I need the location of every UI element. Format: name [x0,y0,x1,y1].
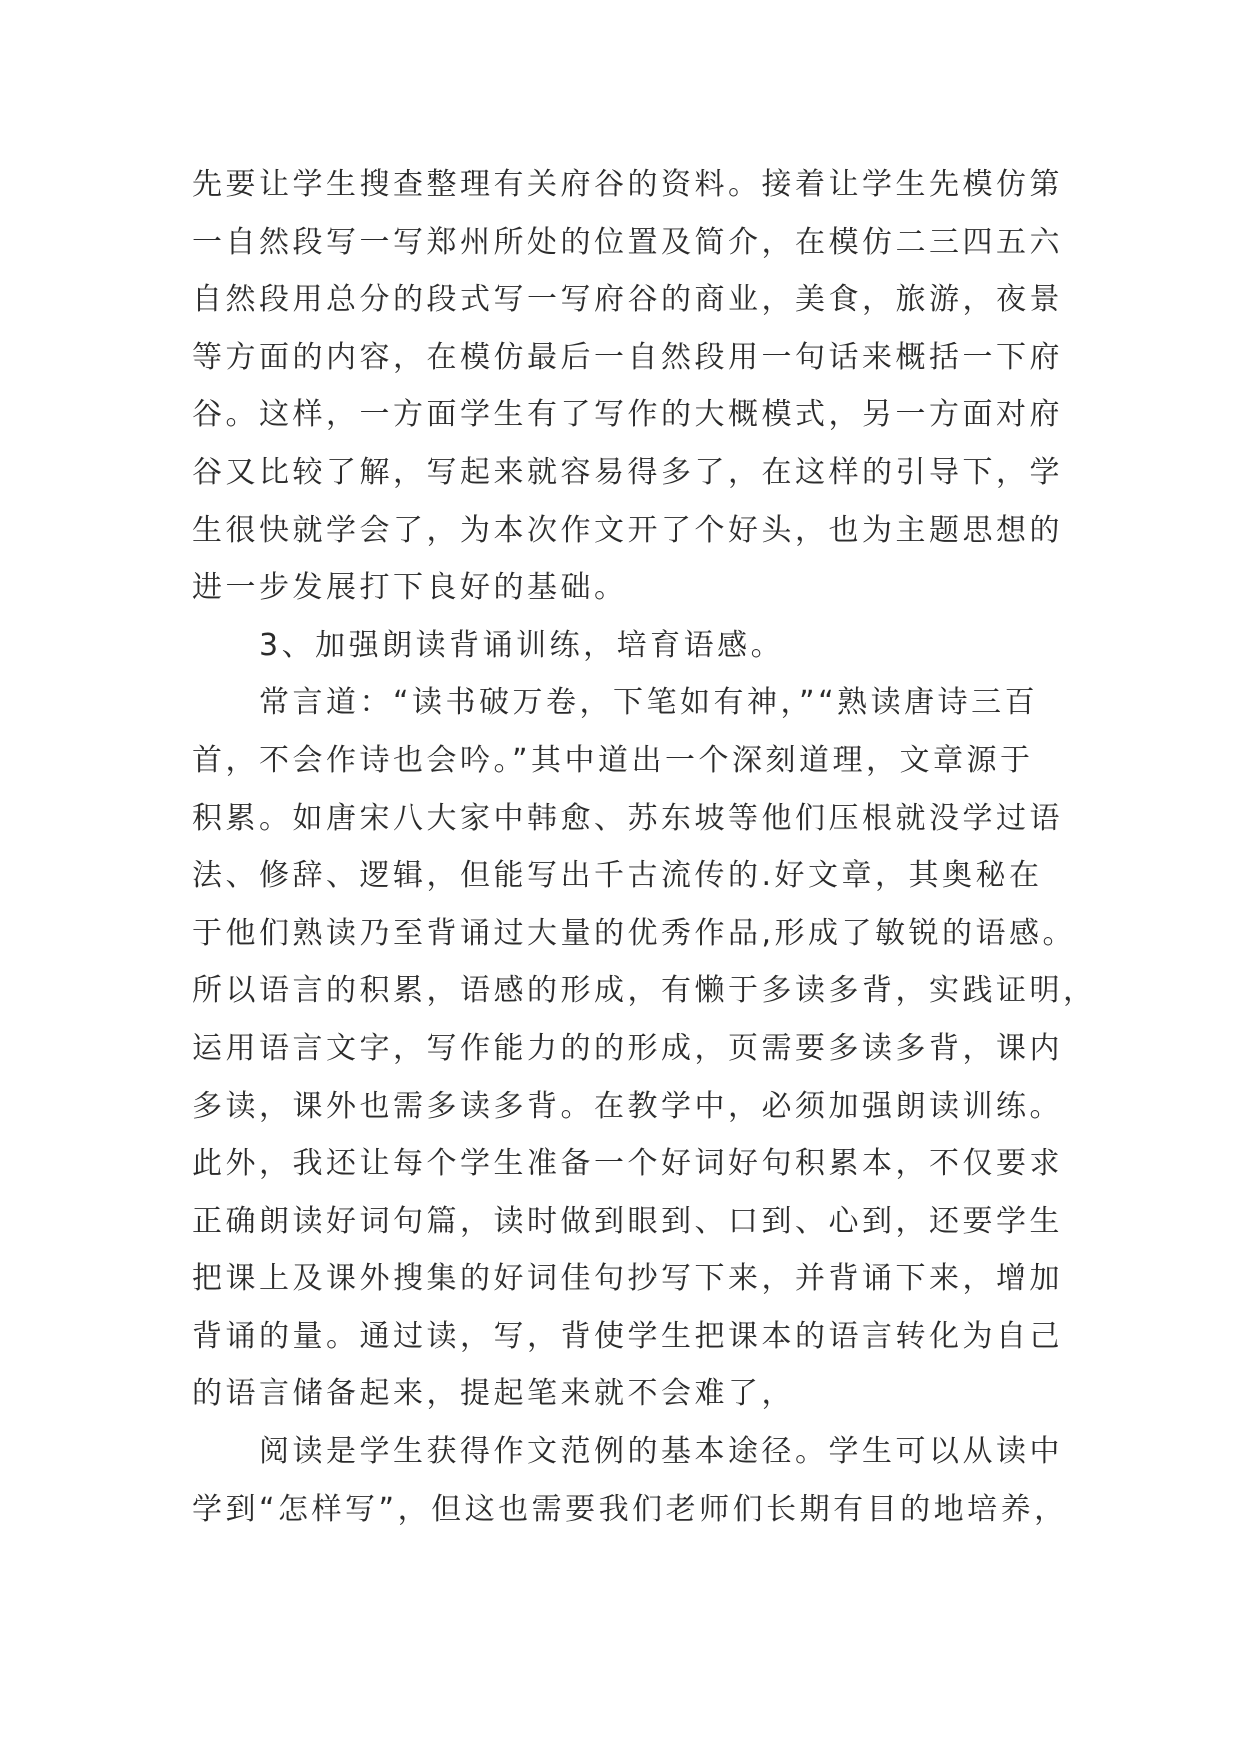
text-line-13: 法、修辞、逻辑，但能写出千古流传的.好文章，其奥秘在 [192,858,1043,894]
text-line-2: 一自然段写一写郑州所处的位置及简介，在模仿二三四五六 [192,224,1063,260]
text-line-19: 正确朗读好词句篇，读时做到眼到、口到、心到，还要学生 [192,1203,1063,1239]
text-line-22: 的语言储备起来，提起笔来就不会难了， [192,1376,795,1412]
text-line-4: 等方面的内容，在模仿最后一自然段用一句话来概括一下府 [192,339,1063,375]
body-text [192,156,1097,1538]
text-line-8: 进一步发展打下良好的基础。 [192,570,628,606]
text-line-24: 学到“怎样写”，但这也需要我们老师们长期有目的地培养， [192,1491,1068,1527]
text-line-10: 常言道：“读书破万卷，下笔如有神，”“熟读唐诗三百 [192,685,1039,721]
text-line-20: 把课上及课外搜集的好词佳句抄写下来，并背诵下来，增加 [192,1261,1063,1297]
text-line-18: 此外，我还让每个学生准备一个好词好句积累本，不仅要求 [192,1146,1063,1182]
text-line-11: 首，不会作诗也会吟。”其中道出一个深刻道理，文章源于 [192,742,1034,778]
text-line-5: 谷。这样，一方面学生有了写作的大概模式，另一方面对府 [192,397,1063,433]
text-line-1: 先要让学生搜查整理有关府谷的资料。接着让学生先模仿第 [192,167,1063,202]
text-line-7: 生很快就学会了，为本次作文开了个好头，也为主题思想的 [192,512,1063,548]
text-line-6: 谷又比较了解，写起来就容易得多了，在这样的引导下，学 [192,454,1063,490]
text-line-17: 多读，课外也需多读多背。在教学中，必须加强朗读训练。 [192,1088,1063,1124]
text-line-16: 运用语言文字，写作能力的的形成，页需要多读多背，课内 [192,1030,1063,1066]
text-line-14: 于他们熟读乃至背诵过大量的优秀作品,形成了敏锐的语感。 [192,915,1077,951]
text-line-12: 积累。如唐宋八大家中韩愈、苏东坡等他们压根就没学过语 [192,800,1063,836]
text-line-15: 所以语言的积累，语感的形成，有懒于多读多背，实践证明， [192,973,1097,1009]
text-line-3: 自然段用总分的段式写一写府谷的商业，美食，旅游，夜景 [192,282,1063,318]
section-heading: 3、加强朗读背诵训练，培育语感。 [192,627,785,663]
text-line-23: 阅读是学生获得作文范例的基本途径。学生可以从读中 [192,1434,1063,1470]
text-line-21: 背诵的量。通过读，写，背使学生把课本的语言转化为自己 [192,1318,1063,1354]
